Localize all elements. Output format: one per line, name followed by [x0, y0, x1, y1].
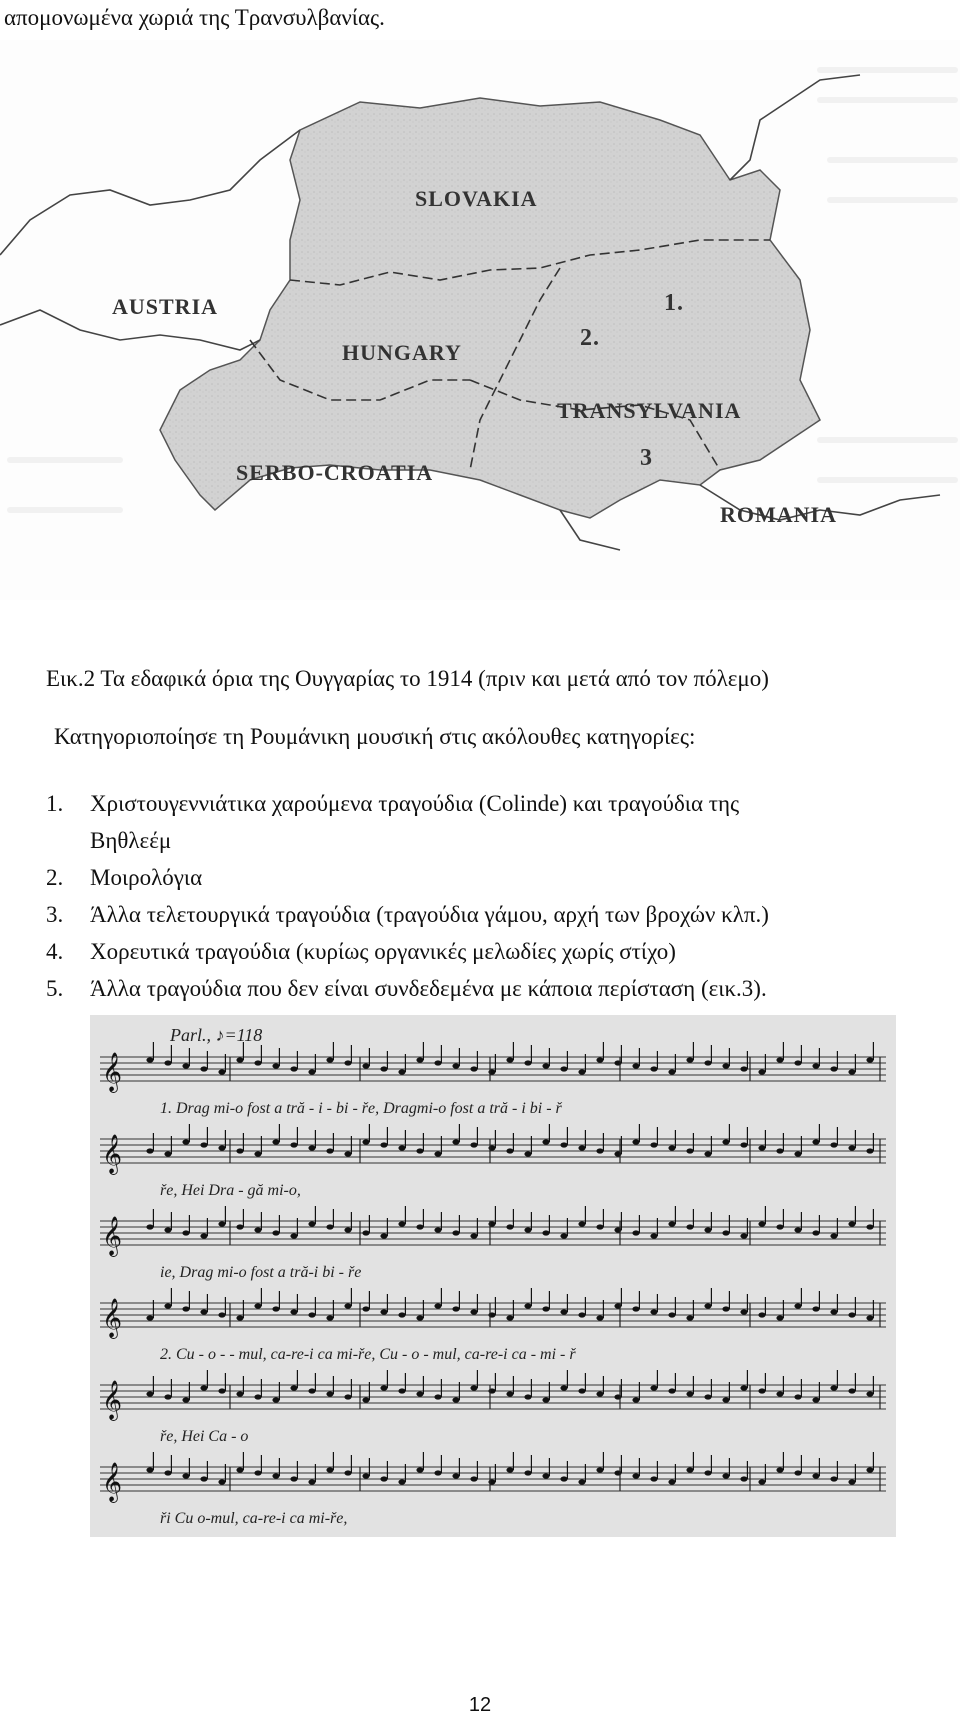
top-text-line: απομονωμένα χωριά της Τρανσυλβανίας. — [4, 5, 385, 30]
treble-clef-icon: 𝄞 — [102, 1054, 123, 1091]
map-label-region-2: 2. — [580, 325, 600, 351]
lyric-line: ře, Hei Dra - gă mi-o, — [160, 1182, 301, 1199]
treble-clef-icon: 𝄞 — [102, 1300, 123, 1337]
map-label-region-1: 1. — [664, 290, 684, 316]
map-figure — [0, 40, 960, 600]
treble-clef-icon: 𝄞 — [102, 1382, 123, 1419]
intro-paragraph: Κατηγοριοποίησε τη Ρουμάνικη μουσική στις ακόλουθες κατηγορίες: — [54, 724, 696, 749]
list-item: 2. Μοιρολόγια — [46, 865, 203, 890]
map-label-region-3: 3 — [640, 445, 653, 471]
lyric-line: 1. Drag mi-o fost a tră - i - bi - ře, Dragmi-o fost a tră - i bi - ř — [160, 1100, 562, 1117]
treble-clef-icon: 𝄞 — [102, 1218, 123, 1255]
lyric-line: 2. Cu - o - - mul, ca-re-i ca mi-ře, Cu - o - mul, ca-re-i ca - mi - ř — [160, 1346, 576, 1363]
list-item-continuation: Βηθλεέμ — [90, 828, 172, 853]
map-label-serbo-croatia: SERBO-CROATIA — [236, 460, 434, 485]
music-score-figure — [90, 1015, 896, 1537]
score-tempo-marking: Parl., ♪=118 — [170, 1025, 263, 1045]
map-label-transylvania: TRANSYLVANIA — [557, 398, 742, 423]
treble-clef-icon: 𝄞 — [102, 1136, 123, 1173]
lyric-line: ře, Hei Ca - o — [160, 1428, 249, 1445]
lyric-line: ři Cu o-mul, ca-re-i ca mi-ře, — [160, 1510, 348, 1527]
map-label-romania: ROMANIA — [720, 502, 837, 527]
list-item: 4. Χορευτικά τραγούδια (κυρίως οργανικές μελωδίες χωρίς στίχο) — [46, 939, 676, 964]
map-label-slovakia: SLOVAKIA — [415, 186, 538, 211]
list-item: 1. Χριστουγεννιάτικα χαρούμενα τραγούδια (Colinde) και τραγούδια της — [46, 791, 740, 816]
figure-caption: Εικ.2 Τα εδαφικά όρια της Ουγγαρίας το 1914 (πριν και μετά από τον πόλεμο) — [46, 666, 769, 691]
treble-clef-icon: 𝄞 — [102, 1464, 123, 1501]
list-item: 3. Άλλα τελετουργικά τραγούδια (τραγούδια γάμου, αρχή των βροχών κλπ.) — [46, 902, 769, 927]
category-list — [46, 785, 769, 1007]
page-number: 12 — [468, 1694, 492, 1716]
map-label-austria: AUSTRIA — [112, 294, 219, 319]
list-item: 5. Άλλα τραγούδια που δεν είναι συνδεδεμένα με κάποια περίσταση (εικ.3). — [46, 976, 767, 1001]
map-label-hungary: HUNGARY — [342, 340, 462, 365]
lyric-line: ie, Drag mi-o fost a tră-i bi - ře — [160, 1264, 362, 1281]
